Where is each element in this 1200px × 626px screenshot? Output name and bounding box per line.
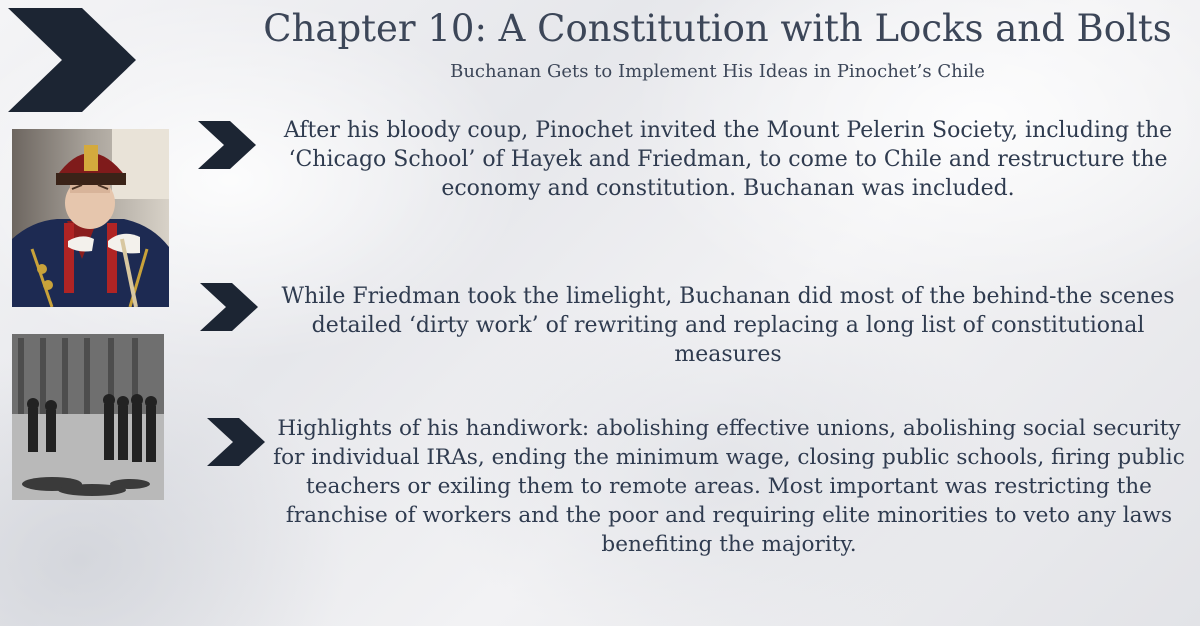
chevron-right-icon — [198, 121, 256, 169]
bullet-text-3: Highlights of his handiwork: abolishing effective unions, abolishing social security for individual IRAs, ending the minimum wage, closing public schools, firing public teachers or exiling them to remote areas. Most important was restricting the franchise of workers and the poor and requiring elite minorities to veto any laws benefiting the majority. — [273, 416, 1185, 557]
chevron-right-icon — [8, 8, 136, 112]
bullet-text-2: While Friedman took the limelight, Buchanan did most of the behind-the scenes detailed ‘dirty work’ of rewriting and replacing a long list of constitutional measures — [281, 284, 1175, 367]
page-subtitle: Buchanan Gets to Implement His Ideas in Pinochet’s Chile — [450, 61, 985, 82]
chevron-right-icon — [207, 418, 265, 466]
soldiers-photo — [12, 334, 164, 500]
pinochet-photo — [12, 129, 169, 307]
page-title: Chapter 10: A Constitution with Locks and Bolts — [263, 7, 1172, 50]
bullet-text-1: After his bloody coup, Pinochet invited the Mount Pelerin Society, including the ‘Chicago School’ of Hayek and Friedman, to come to Chile and restructure the economy and constitution. Buchanan was included. — [283, 118, 1173, 201]
chevron-right-icon — [200, 283, 258, 331]
